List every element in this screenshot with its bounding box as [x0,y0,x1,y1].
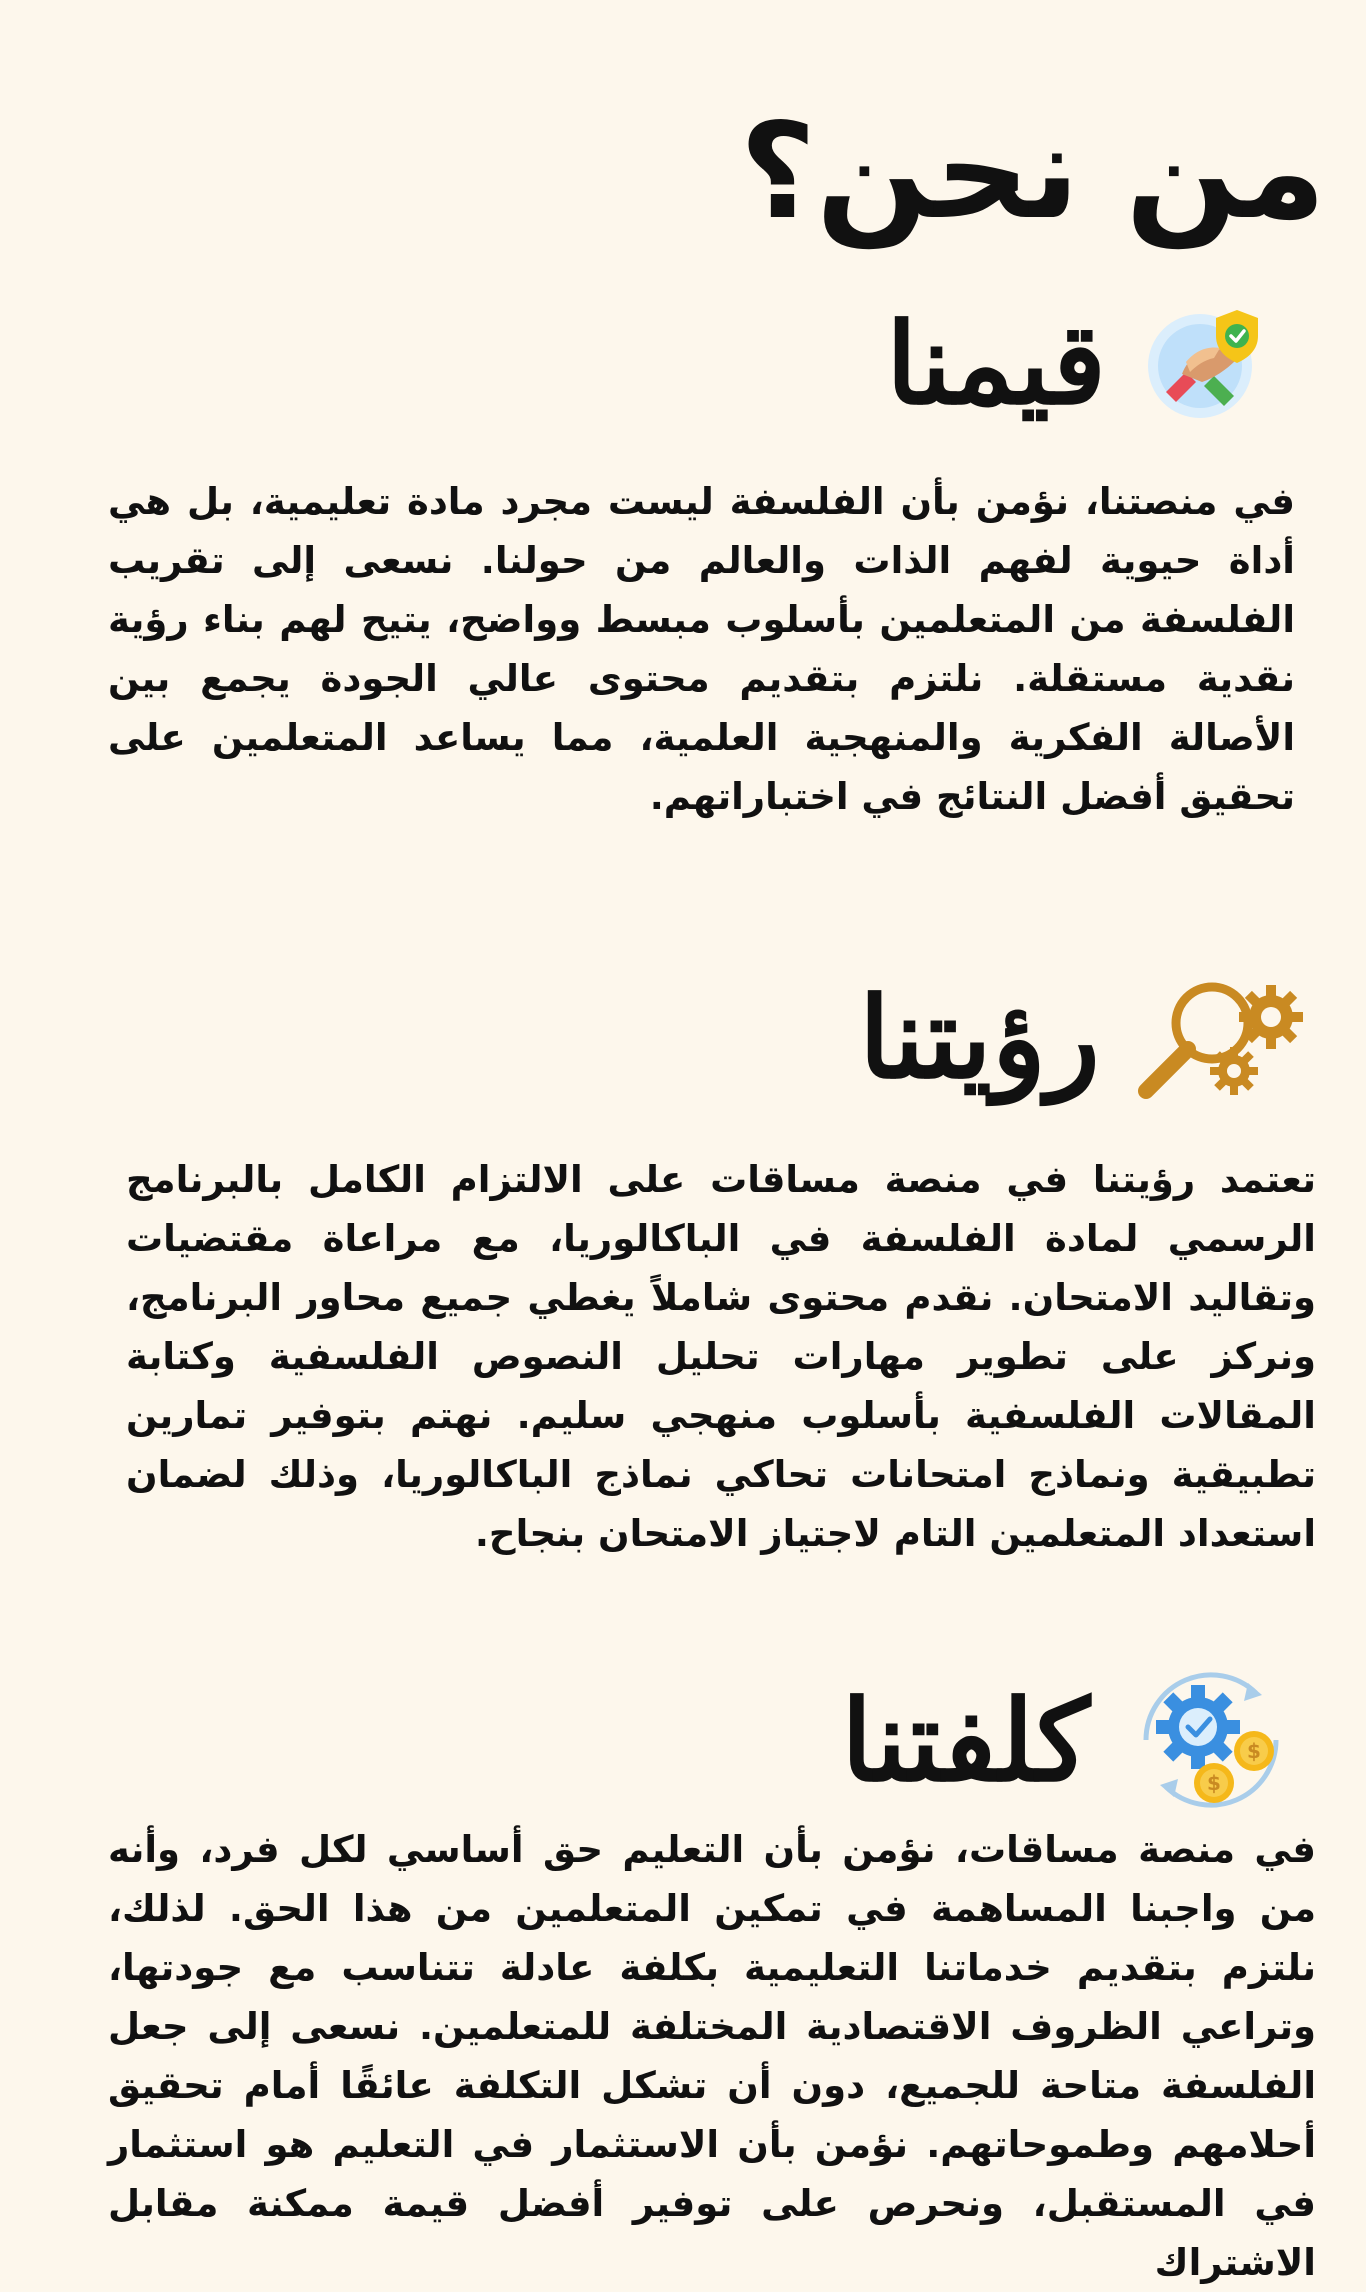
gear-coins-icon [1126,1655,1296,1829]
magnifier-gears-icon [1136,975,1316,1103]
cost-text: في منصة مساقات، نؤمن بأن التعليم حق أساسي لكل فرد، وأنه من واجبنا المساهمة في تمكين المتعلمين من هذا الحق. لذلك، نلتزم بتقديم خدماتنا التعليمية بكلفة عادلة تتناسب مع جودتها، وتراعي الظروف الاقتصادية المختلفة للمتعلمين. نسعى إلى جعل الفلسفة متاحة للجميع، دون أن تشكل التكلفة عائقًا أمام تحقيق أحلامهم وطموحاتهم. نؤمن بأن الاستثمار في التعليم هو استثمار في المستقبل، ونحرص على توفير أفضل قيمة ممكنة مقابل الاشتراك [108,1828,1316,2284]
cost-header [841,1655,1296,1829]
values-header [886,300,1268,430]
svg-text:$: $ [1207,1771,1221,1795]
handshake-shield-icon [1142,300,1268,430]
svg-text:$: $ [1247,1739,1261,1763]
page-title: من نحن؟ [739,95,1326,249]
vision-title: رؤيتنا [858,973,1100,1104]
vision-text: تعتمد رؤيتنا في منصة مساقات على الالتزام الكامل بالبرنامج الرسمي لمادة الفلسفة في الباكالوريا، مع مراعاة مقتضيات وتقاليد الامتحان. نقدم محتوى شاملاً يغطي جميع محاور البرنامج، ونركز على تطوير مهارات تحليل النصوص الفلسفية وكتابة المقالات الفلسفية بأسلوب منهجي سليم. نهتم بتوفير تمارين تطبيقية ونماذج امتحانات تحاكي نماذج الباكالوريا، وذلك لضمان استعداد المتعلمين التام لاجتياز الامتحان بنجاح. [126,1158,1316,1555]
values-title: قيمنا [885,299,1106,430]
values-text: في منصتنا، نؤمن بأن الفلسفة ليست مجرد مادة تعليمية، بل هي أداة حيوية لفهم الذات والعالم من حولنا. نسعى إلى تقريب الفلسفة من المتعلمين بأسلوب مبسط وواضح، يتيح لهم بناء رؤية نقدية مستقلة. نلتزم بتقديم محتوى عالي الجودة يجمع بين الأصالة الفكرية والمنهجية العلمية، مما يساعد المتعلمين على تحقيق أفضل النتائج في اختباراتهم. [108,480,1295,818]
vision-header [859,975,1316,1103]
cost-title: كلفتنا [841,1676,1090,1807]
